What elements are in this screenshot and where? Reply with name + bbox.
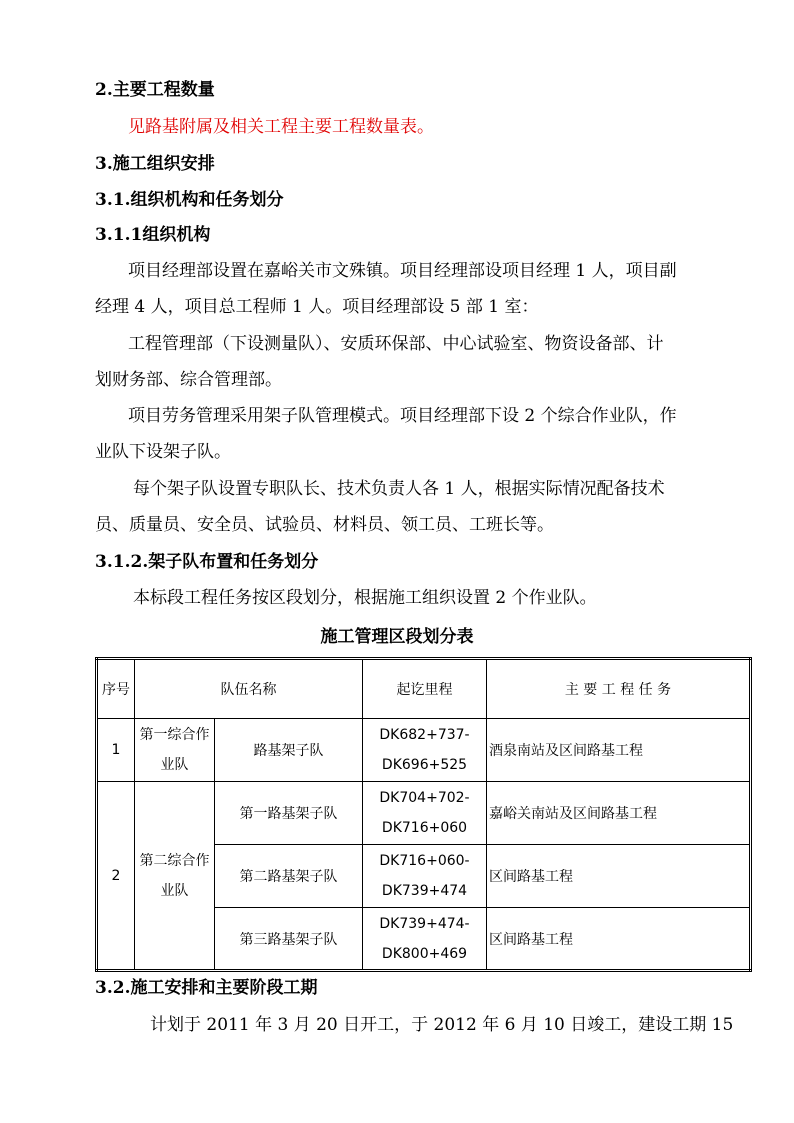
row-team: 第二路基架子队 [215, 845, 363, 908]
para2-line2: 划财务部、综合管理部。 [95, 370, 282, 390]
row-range [363, 845, 487, 908]
header-team: 队伍名称 [135, 659, 363, 719]
row-team: 路基架子队 [215, 719, 363, 782]
table-header-row [97, 659, 751, 719]
header-range: 起讫里程 [363, 659, 487, 719]
para1-line1: 项目经理部设置在嘉峪关市文殊镇。项目经理部设项目经理 1 人，项目副 [128, 261, 677, 281]
row-group [135, 782, 215, 971]
header-task: 主 要 工 程 任 务 [487, 659, 751, 719]
heading-3-1-2: 3.1.2.架子队布置和任务划分 [95, 552, 319, 572]
row-range-end: DK696+525 [381, 757, 468, 773]
row-no: 1 [97, 719, 135, 782]
row-task: 嘉峪关南站及区间路基工程 [487, 782, 751, 845]
row-no: 2 [97, 782, 135, 971]
para4-line2: 员、质量员、安全员、试验员、材料员、领工员、工班长等。 [95, 515, 554, 535]
heading-3-1-1: 3.1.1组织机构 [95, 225, 211, 245]
heading-3: 3.施工组织安排 [95, 154, 215, 174]
para6: 计划于 2011 年 3 月 20 日开工，于 2012 年 6 月 10 日竣工，建设工期 15 [150, 1015, 734, 1035]
heading-3-1: 3.1.组织机构和任务划分 [95, 190, 284, 210]
row-group-line1: 第一综合作 [139, 727, 210, 743]
heading-3-2: 3.2.施工安排和主要阶段工期 [95, 978, 318, 998]
para1-line2: 经理 4 人，项目总工程师 1 人。项目经理部设 5 部 1 室： [95, 297, 539, 317]
row-range [363, 782, 487, 845]
row-task: 区间路基工程 [487, 908, 751, 971]
section-table [95, 657, 752, 972]
table-row [97, 719, 751, 782]
row-range-start: DK739+474- [379, 915, 470, 932]
heading-2: 2.主要工程数量 [95, 80, 215, 100]
table-title: 施工管理区段划分表 [320, 627, 474, 647]
para2-line1: 工程管理部（下设测量队）、安质环保部、中心试验室、物资设备部、计 [128, 334, 664, 354]
row-range-end: DK739+474 [381, 883, 468, 899]
row-range-start: DK716+060- [379, 853, 470, 869]
row-task: 区间路基工程 [487, 845, 751, 908]
row-group-line1: 第二综合作 [139, 852, 210, 869]
row-range-end: DK716+060 [381, 820, 468, 836]
para3-line1: 项目劳务管理采用架子队管理模式。项目经理部下设 2 个综合作业队，作 [128, 406, 677, 426]
header-no: 序号 [97, 659, 135, 719]
row-group [135, 719, 215, 782]
row-group-line2: 业队 [160, 757, 189, 773]
para5: 本标段工程任务按区段划分，根据施工组织设置 2 个作业队。 [133, 588, 597, 608]
para4-line1: 每个架子队设置专职队长、技术负责人各 1 人，根据实际情况配备技术 [133, 479, 665, 499]
para3-line2: 业队下设架子队。 [95, 442, 231, 462]
row-range-start: DK704+702- [379, 790, 470, 806]
row-task: 酒泉南站及区间路基工程 [487, 719, 751, 782]
row-group-line2: 业队 [160, 882, 189, 899]
row-range-start: DK682+737- [379, 727, 470, 743]
row-range [363, 719, 487, 782]
red-note: 见路基附属及相关工程主要工程数量表。 [128, 117, 434, 137]
row-range-end: DK800+469 [381, 945, 468, 962]
table-row [97, 782, 751, 845]
row-team: 第三路基架子队 [215, 908, 363, 971]
row-team: 第一路基架子队 [215, 782, 363, 845]
row-range [363, 908, 487, 971]
